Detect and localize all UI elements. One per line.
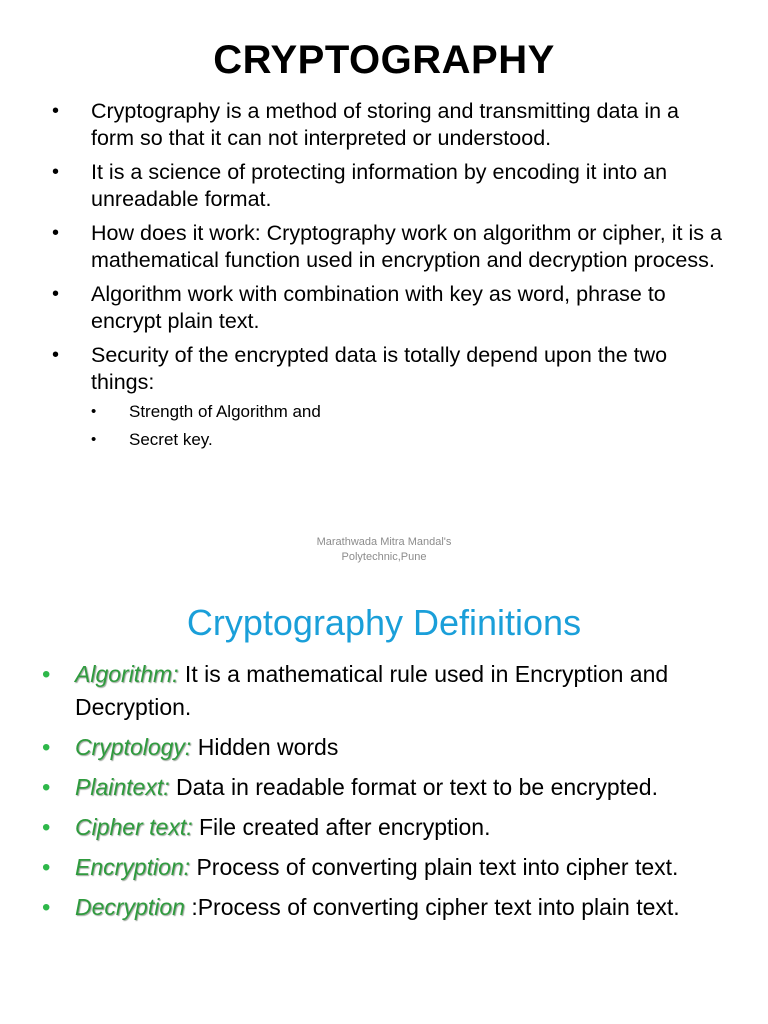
definition-text: Process of converting plain text into cipher text. xyxy=(190,854,679,880)
slide-definitions xyxy=(0,580,768,1024)
sub-list-item: • Secret key. xyxy=(91,426,722,454)
definition-item xyxy=(42,658,732,724)
footer-line: Polytechnic,Pune xyxy=(341,551,427,563)
definition-text: :Process of converting cipher text into plain text. xyxy=(184,894,680,920)
bullet-icon: • xyxy=(52,222,60,244)
bullet-icon: • xyxy=(42,661,51,688)
bullet-icon: • xyxy=(42,894,51,921)
slide-footer xyxy=(0,535,768,565)
definition-item xyxy=(42,851,732,884)
definition-item xyxy=(42,891,732,924)
bullet-icon: • xyxy=(52,100,60,122)
slide-title: Cryptography Definitions xyxy=(186,602,582,643)
sub-list-item: • Strength of Algorithm and xyxy=(91,398,722,426)
bullet-icon: • xyxy=(42,854,51,881)
bullet-icon: • xyxy=(91,431,97,448)
sub-bullet-list xyxy=(91,398,722,454)
definition-term: Cipher text: xyxy=(75,814,193,840)
footer-line: Marathwada Mitra Mandal's xyxy=(316,536,452,548)
definition-item xyxy=(42,771,732,804)
definition-term: Encryption: xyxy=(75,854,191,880)
definition-text: File created after encryption. xyxy=(192,814,491,840)
bullet-icon: • xyxy=(52,161,60,183)
list-item: • Algorithm work with combination with key as word, phrase to encrypt plain text. xyxy=(52,282,666,333)
list-item: • It is a science of protecting information by encoding it into an unreadable format. xyxy=(52,160,668,211)
bullet-list xyxy=(52,98,722,461)
definition-term: Cryptology: xyxy=(75,734,192,760)
list-item: • Cryptography is a method of storing and transmitting data in a form so that it can not interpreted or understood. xyxy=(52,99,679,150)
bullet-icon: • xyxy=(52,344,60,366)
bullet-icon: • xyxy=(42,734,51,761)
definition-item xyxy=(42,811,732,844)
bullet-icon: • xyxy=(42,814,51,841)
bullet-icon: • xyxy=(42,774,51,801)
definition-item xyxy=(42,731,732,764)
definition-text: It is a mathematical rule used in Encryption and Decryption. xyxy=(75,661,669,720)
definition-text: Hidden words xyxy=(191,734,339,760)
bullet-icon: • xyxy=(91,403,97,420)
definition-text: Data in readable format or text to be encrypted. xyxy=(169,774,658,800)
list-item: • Security of the encrypted data is totally depend upon the two things: • Strength of Algorithm and • Secret key. xyxy=(52,342,722,454)
definition-term: Plaintext: xyxy=(75,774,170,800)
list-item: • How does it work: Cryptography work on algorithm or cipher, it is a mathematical function used in encryption and decryption process. xyxy=(52,221,722,272)
definition-list xyxy=(42,658,732,931)
definition-term: Algorithm: xyxy=(75,661,179,687)
bullet-icon: • xyxy=(52,283,60,305)
slide-title: CRYPTOGRAPHY xyxy=(213,38,555,82)
definition-term: Decryption xyxy=(75,894,185,920)
